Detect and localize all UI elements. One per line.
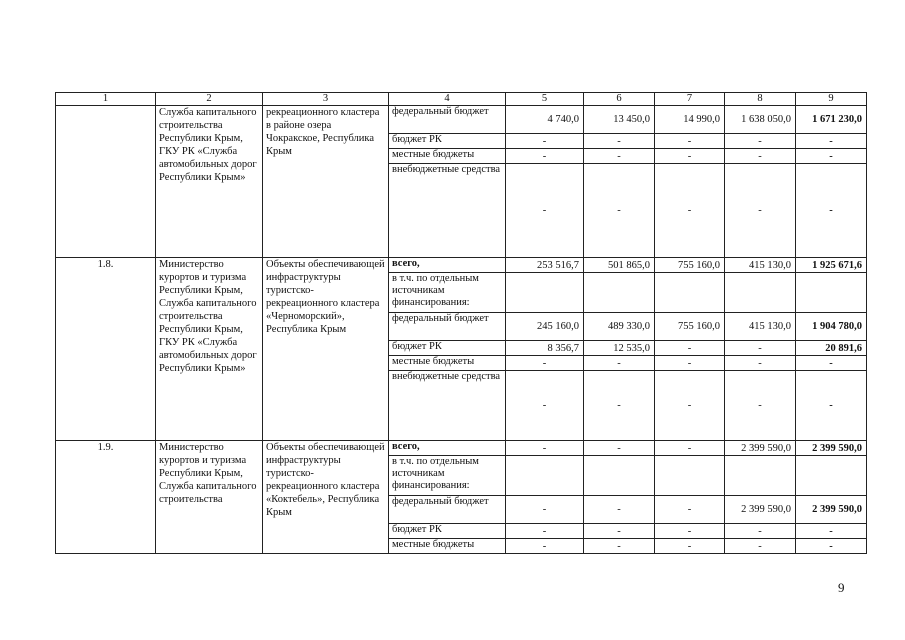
value-cell: - [584,134,655,149]
table-row [56,106,867,134]
total-value-cell [796,456,867,496]
funding-source-cell: всего, [389,441,506,456]
total-value-cell: 2 399 590,0 [796,441,867,456]
value-cell: - [506,539,584,554]
funding-source-cell: федеральный бюджет [389,496,506,524]
value-cell: - [584,356,655,371]
value-cell: - [725,371,796,441]
value-cell [725,456,796,496]
value-cell: - [655,164,725,258]
funding-table [55,92,867,554]
table-row [56,258,867,273]
value-cell [655,273,725,313]
value-cell: 501 865,0 [584,258,655,273]
value-cell: 2 399 590,0 [725,496,796,524]
column-header: 3 [263,93,389,106]
value-cell: 415 130,0 [725,258,796,273]
value-cell: - [725,356,796,371]
value-cell [506,456,584,496]
value-cell: - [725,539,796,554]
funding-source-cell: бюджет РК [389,341,506,356]
value-cell: - [655,496,725,524]
value-cell [725,273,796,313]
value-cell: - [584,524,655,539]
column-header: 5 [506,93,584,106]
funding-source-cell: внебюджетные средства [389,164,506,258]
total-value-cell: - [796,164,867,258]
column-header: 7 [655,93,725,106]
funding-source-cell: в т.ч. по отдельным источникам финансирования: [389,456,506,496]
value-cell: 755 160,0 [655,313,725,341]
value-cell: - [506,149,584,164]
value-cell: 253 516,7 [506,258,584,273]
value-cell: - [584,149,655,164]
value-cell: - [725,134,796,149]
value-cell: 14 990,0 [655,106,725,134]
total-value-cell: 1 904 780,0 [796,313,867,341]
value-cell: - [506,441,584,456]
value-cell: - [506,371,584,441]
value-cell: - [725,524,796,539]
value-cell: - [584,441,655,456]
value-cell: - [506,134,584,149]
value-cell: 245 160,0 [506,313,584,341]
responsible-org-cell: Министерство курортов и туризма Республики Крым, Служба капитального строительства [156,441,263,554]
column-header: 9 [796,93,867,106]
value-cell: - [584,164,655,258]
value-cell: 13 450,0 [584,106,655,134]
value-cell: - [655,356,725,371]
column-header: 1 [56,93,156,106]
total-value-cell: 2 399 590,0 [796,496,867,524]
object-cell: рекреационного кластера в районе озера Чокракское, Республика Крым [263,106,389,258]
object-cell: Объекты обеспечивающей инфраструктуры туристско-рекреационного кластера «Черноморский», Республика Крым [263,258,389,441]
funding-source-cell: бюджет РК [389,134,506,149]
value-cell: 8 356,7 [506,341,584,356]
total-value-cell [796,273,867,313]
value-cell: - [506,524,584,539]
value-cell: 415 130,0 [725,313,796,341]
funding-source-cell: в т.ч. по отдельным источникам финансирования: [389,273,506,313]
total-value-cell: - [796,539,867,554]
row-number-cell [56,106,156,258]
column-header-row [56,93,867,106]
row-number-cell: 1.9. [56,441,156,554]
value-cell: - [725,341,796,356]
responsible-org-cell: Служба капитального строительства Республики Крым, ГКУ РК «Служба автомобильных дорог Республики Крым» [156,106,263,258]
value-cell: - [655,134,725,149]
value-cell: - [655,341,725,356]
value-cell: 12 535,0 [584,341,655,356]
value-cell: - [584,496,655,524]
funding-source-cell: местные бюджеты [389,539,506,554]
value-cell: 4 740,0 [506,106,584,134]
page-number: 9 [838,580,845,595]
value-cell: - [584,371,655,441]
value-cell: - [506,496,584,524]
value-cell: - [725,164,796,258]
total-value-cell: - [796,371,867,441]
column-header: 4 [389,93,506,106]
value-cell: - [655,539,725,554]
column-header: 2 [156,93,263,106]
total-value-cell: 1 671 230,0 [796,106,867,134]
column-header: 6 [584,93,655,106]
responsible-org-cell: Министерство курортов и туризма Республики Крым, Служба капитального строительства Республики Крым, ГКУ РК «Служба автомобильных дорог Республики Крым» [156,258,263,441]
value-cell: - [655,371,725,441]
value-cell: - [655,149,725,164]
value-cell: - [506,356,584,371]
value-cell [584,456,655,496]
value-cell: 1 638 050,0 [725,106,796,134]
total-value-cell: - [796,134,867,149]
total-value-cell: - [796,356,867,371]
value-cell [506,273,584,313]
total-value-cell: 1 925 671,6 [796,258,867,273]
total-value-cell: - [796,524,867,539]
value-cell: 2 399 590,0 [725,441,796,456]
value-cell: - [725,149,796,164]
funding-source-cell: местные бюджеты [389,149,506,164]
value-cell: - [655,441,725,456]
funding-source-cell: бюджет РК [389,524,506,539]
value-cell: - [655,524,725,539]
total-value-cell: - [796,149,867,164]
value-cell: - [584,539,655,554]
row-number-cell: 1.8. [56,258,156,441]
total-value-cell: 20 891,6 [796,341,867,356]
funding-source-cell: федеральный бюджет [389,106,506,134]
value-cell [584,273,655,313]
column-header: 8 [725,93,796,106]
object-cell: Объекты обеспечивающей инфраструктуры туристско-рекреационного кластера «Коктебель», Республика Крым [263,441,389,554]
table-row [56,441,867,456]
funding-source-cell: всего, [389,258,506,273]
value-cell: 489 330,0 [584,313,655,341]
value-cell: 755 160,0 [655,258,725,273]
funding-source-cell: местные бюджеты [389,356,506,371]
value-cell: - [506,164,584,258]
value-cell [655,456,725,496]
funding-source-cell: внебюджетные средства [389,371,506,441]
funding-source-cell: федеральный бюджет [389,313,506,341]
